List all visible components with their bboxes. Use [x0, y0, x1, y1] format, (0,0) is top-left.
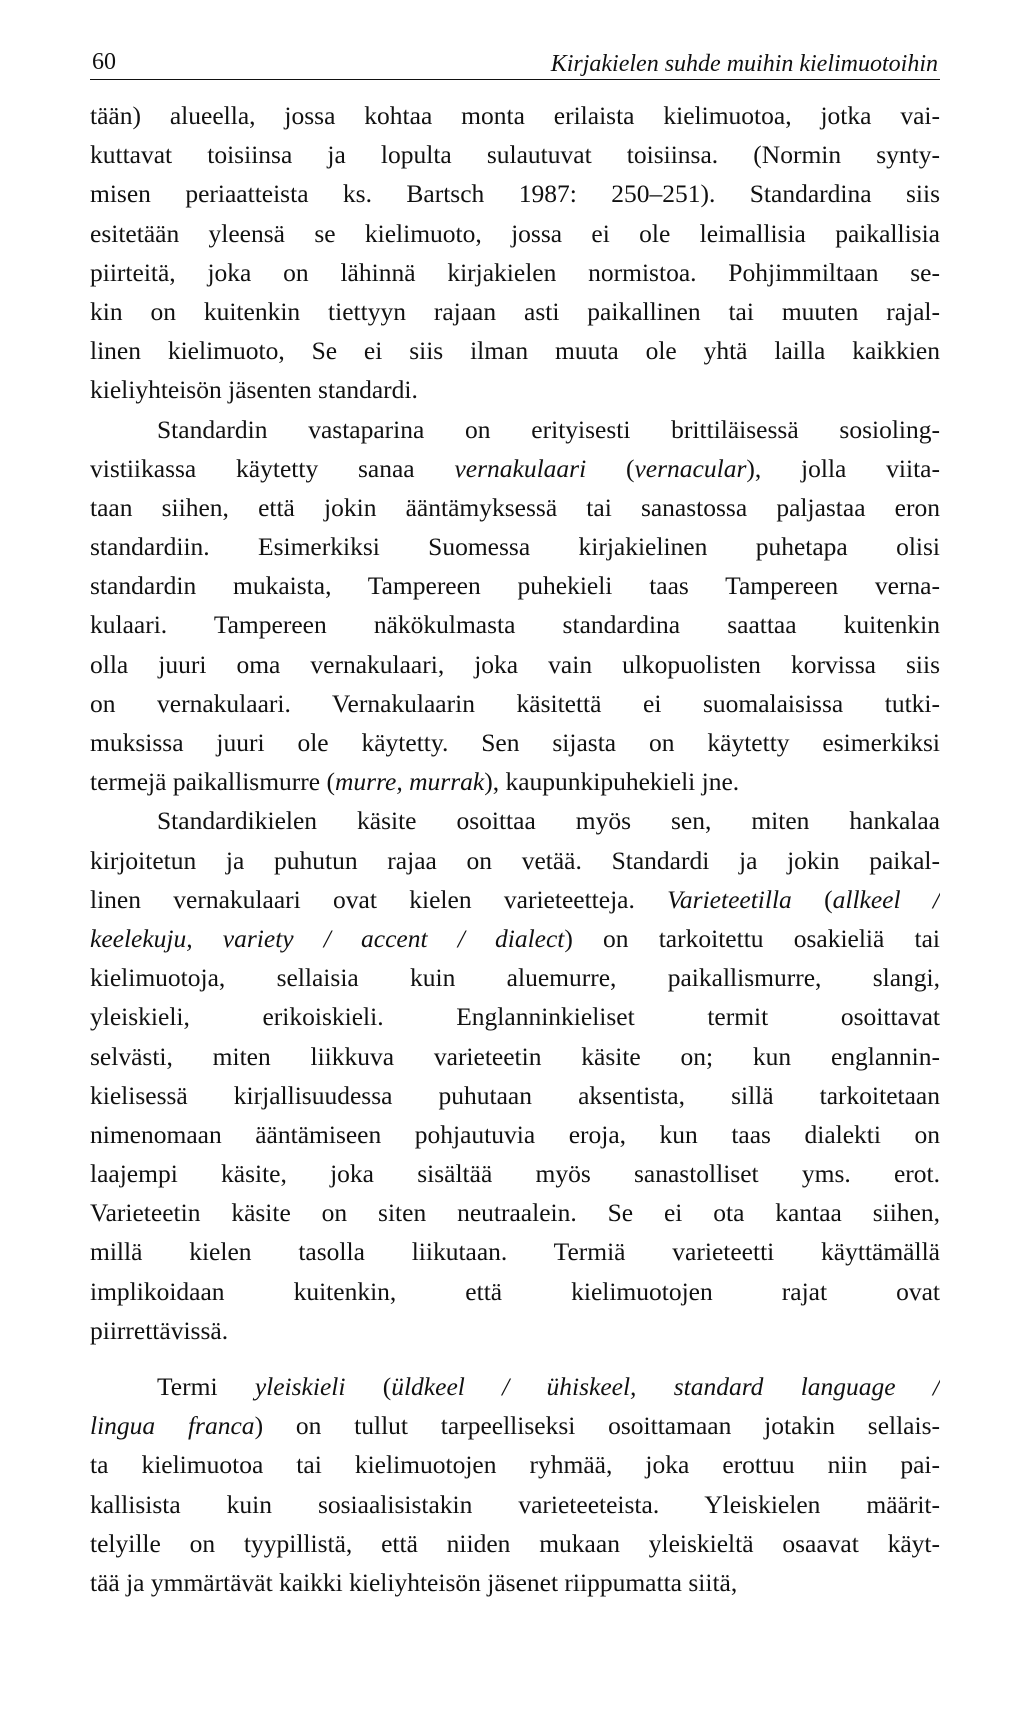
text-line — [90, 1193, 940, 1232]
text-line — [90, 527, 940, 566]
text-line — [90, 1272, 940, 1311]
header-rule — [90, 79, 940, 80]
italic-term: yleiskieli — [254, 1372, 346, 1401]
text-line — [90, 1232, 940, 1271]
text-run: kieliyhteisön jäsenten standardi. — [90, 375, 418, 405]
text-line — [90, 370, 940, 409]
text-run: on vernakulaari. Vernakulaarin käsitettä ei suomalaisissa tutki- — [90, 688, 940, 718]
italic-term: keelekuju, variety / accent / dialect — [90, 923, 565, 953]
italic-term: murre, murrak — [334, 767, 485, 797]
italic-term: üldkeel / ühiskeel, standard language / — [391, 1372, 940, 1401]
text-run: kuttavat toisiinsa ja lopulta sulautuvat toisiinsa. (Normin synty- — [90, 140, 940, 170]
text-line — [90, 1367, 940, 1406]
text-run: olla juuri oma vernakulaari, joka vain ulkopuolisten korvissa siis — [90, 649, 940, 679]
text-run: ( — [586, 453, 635, 483]
text-run: Termi — [157, 1372, 255, 1401]
text-line — [90, 566, 940, 605]
text-run: implikoidaan kuitenkin, että kielimuotojen rajat ovat — [90, 1276, 940, 1306]
text-run: ( — [791, 884, 833, 914]
text-line — [90, 449, 940, 488]
text-line — [90, 958, 940, 997]
text-line — [90, 801, 940, 840]
text-run: standardiin. Esimerkiksi Suomessa kirjakielinen puhetapa olisi — [90, 532, 940, 562]
text-line — [90, 645, 940, 684]
text-run: yleiskieli, erikoiskieli. Englanninkieliset termit osoittavat — [90, 1002, 940, 1032]
text-line — [90, 174, 940, 213]
italic-term: lingua franca — [90, 1411, 255, 1441]
text-run: kielisessä kirjallisuudessa puhutaan aksentista, sillä tarkoitetaan — [90, 1080, 940, 1110]
body-text — [90, 96, 940, 1602]
text-run: standardin mukaista, Tampereen puhekieli taas Tampereen verna- — [90, 571, 940, 601]
text-run: linen kielimuoto, Se ei siis ilman muuta ole yhtä lailla kaikkien — [90, 336, 940, 366]
text-run: ), jolla viita- — [746, 453, 940, 483]
text-line — [90, 331, 940, 370]
paragraph — [90, 410, 940, 802]
text-run: tää ja ymmärtävät kaikki kieliyhteisön jäsenet riippumatta siitä, — [90, 1567, 738, 1597]
text-line — [90, 1563, 940, 1602]
text-line — [90, 762, 940, 801]
text-run: ), kaupunkipuhekieli jne. — [484, 767, 740, 797]
page-header — [90, 45, 940, 85]
text-run: kulaari. Tampereen näkökulmasta standardina saattaa kuitenkin — [90, 610, 940, 640]
text-line — [90, 841, 940, 880]
text-run: kielimuotoja, sellaisia kuin aluemurre, paikallismurre, slangi, — [90, 963, 940, 993]
text-line — [90, 1406, 940, 1445]
text-line — [90, 880, 940, 919]
text-line — [90, 135, 940, 174]
text-run: Standardin vastaparina on erityisesti brittiläisessä sosioling- — [157, 414, 940, 444]
italic-term: vernacular — [634, 453, 747, 483]
text-line — [90, 1076, 940, 1115]
text-run: ( — [345, 1372, 392, 1401]
text-line — [90, 96, 940, 135]
text-run: vistiikassa käytetty sanaa — [90, 453, 455, 483]
text-line — [90, 1115, 940, 1154]
italic-term: Varieteetilla — [667, 884, 792, 914]
text-line — [90, 1485, 940, 1524]
text-line — [90, 1524, 940, 1563]
text-run: taan siihen, että jokin ääntämyksessä tai sanastossa paljastaa eron — [90, 492, 940, 522]
text-run: nimenomaan ääntämiseen pohjautuvia eroja, kun taas dialekti on — [90, 1119, 940, 1149]
paragraph — [90, 1367, 940, 1602]
text-line — [90, 1445, 940, 1484]
text-run: laajempi käsite, joka sisältää myös sanastolliset yms. erot. — [90, 1159, 940, 1189]
text-run: millä kielen tasolla liikutaan. Termiä varieteetti käyttämällä — [90, 1237, 940, 1267]
text-line — [90, 488, 940, 527]
text-line — [90, 1154, 940, 1193]
text-run: ) on tarkoitettu osakieliä tai — [564, 923, 940, 953]
text-line — [90, 684, 940, 723]
text-run: tään) alueella, jossa kohtaa monta erilaista kielimuotoa, jotka vai- — [90, 101, 940, 130]
text-line — [90, 292, 940, 331]
text-run: kin on kuitenkin tiettyyn rajaan asti paikallinen tai muuten rajal- — [90, 296, 940, 326]
text-run: piirteitä, joka on lähinnä kirjakielen normistoa. Pohjimmiltaan se- — [90, 257, 940, 287]
text-run: muksissa juuri ole käytetty. Sen sijasta on käytetty esimerkiksi — [90, 728, 940, 757]
italic-term: vernakulaari — [454, 453, 587, 483]
text-run: selvästi, miten liikkuva varieteetin käsite on; kun englannin- — [90, 1041, 940, 1071]
text-run: Standardikielen käsite osoittaa myös sen, miten hankalaa — [157, 806, 940, 836]
paragraph — [90, 801, 940, 1350]
text-run: ta kielimuotoa tai kielimuotojen ryhmää, joka erottuu niin pai- — [90, 1450, 940, 1480]
text-line — [90, 919, 940, 958]
text-run: ) on tullut tarpeelliseksi osoittamaan jotakin sellais- — [254, 1411, 940, 1441]
text-line — [90, 1037, 940, 1076]
text-run: termejä paikallismurre ( — [90, 767, 335, 797]
text-run: kallisista kuin sosiaalisistakin varieteeteista. Yleiskielen määrit- — [90, 1489, 940, 1519]
text-line — [90, 214, 940, 253]
italic-term: allkeel / — [832, 884, 940, 914]
paragraph — [90, 96, 940, 410]
page-number: 60 — [92, 49, 116, 75]
text-line — [90, 723, 940, 762]
text-run: esitetään yleensä se kielimuoto, jossa ei ole leimallisia paikallisia — [90, 218, 940, 248]
paragraph-gap — [90, 1350, 940, 1367]
running-head: Kirjakielen suhde muihin kielimuotoihin — [550, 51, 938, 77]
text-run: misen periaatteista ks. Bartsch 1987: 250–251). Standardina siis — [90, 179, 940, 209]
text-run: kirjoitetun ja puhutun rajaa on vetää. Standardi ja jokin paikal- — [90, 845, 940, 875]
text-line — [90, 410, 940, 449]
text-run: telyille on tyypillistä, että niiden mukaan yleiskieltä osaavat käyt- — [90, 1528, 940, 1558]
text-line — [90, 253, 940, 292]
text-line — [90, 1311, 940, 1350]
text-run: piirrettävissä. — [90, 1315, 229, 1345]
text-run: linen vernakulaari ovat kielen varieteetteja. — [90, 884, 668, 914]
text-line — [90, 997, 940, 1036]
text-run: Varieteetin käsite on siten neutraalein. Se ei ota kantaa siihen, — [90, 1198, 940, 1228]
text-line — [90, 605, 940, 644]
